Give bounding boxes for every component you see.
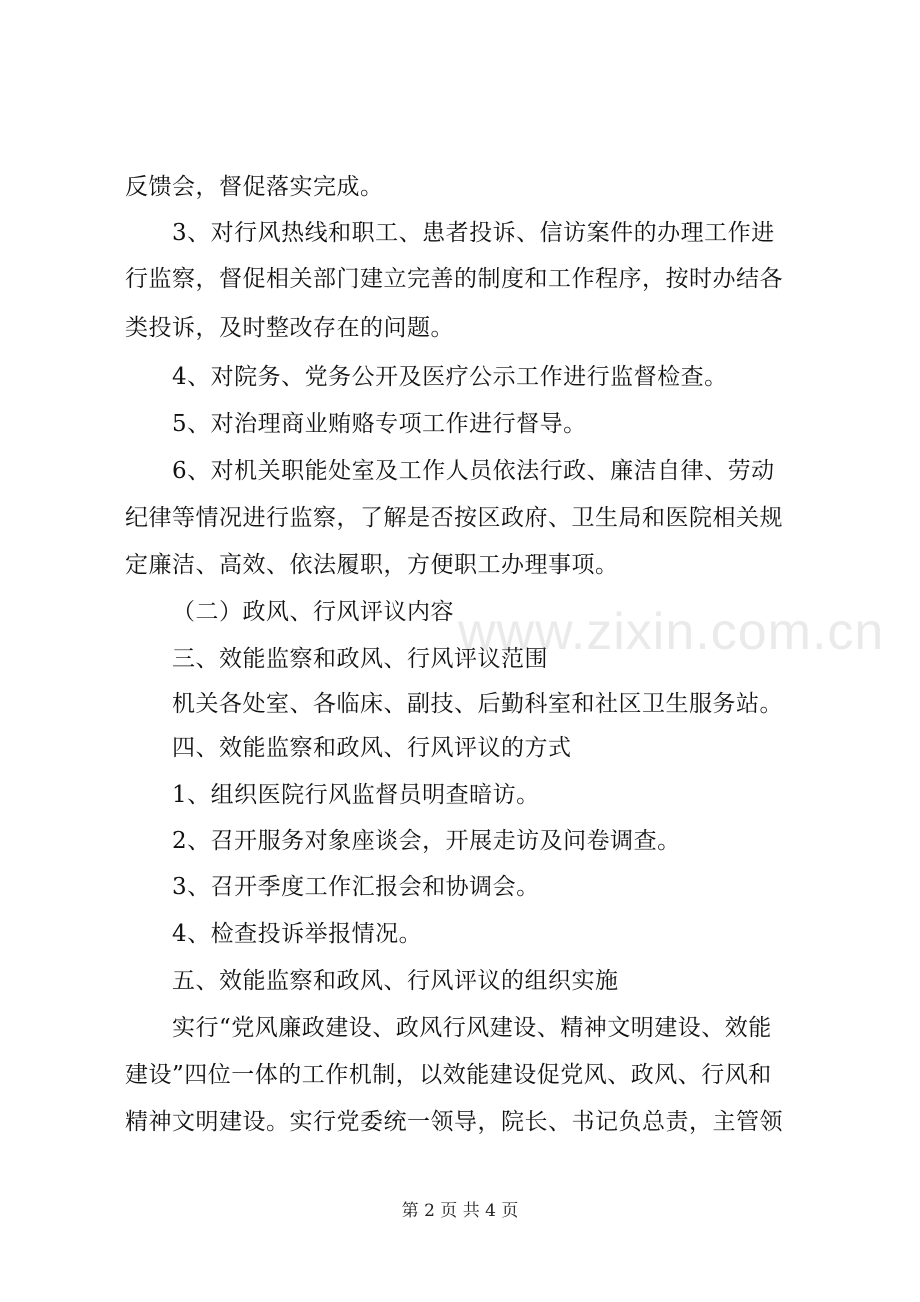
text-line-12: 机关各处室、各临床、副技、后勤科室和社区卫生服务站。 xyxy=(172,691,783,717)
text-line-14: 1、组织医院行风监督员明查暗访。 xyxy=(172,782,540,808)
text-line-8: 纪律等情况进行监察，了解是否按区政府、卫生局和医院相关规 xyxy=(125,505,783,531)
text-line-16: 3、召开季度工作汇报会和协调会。 xyxy=(172,874,540,900)
text-line-3: 行监察，督促相关部门建立完善的制度和工作程序，按时办结各 xyxy=(125,266,783,292)
text-line-19: 实行“党风廉政建设、政风行风建设、精神文明建设、效能 xyxy=(172,1015,772,1041)
text-line-1: 反馈会，督促落实完成。 xyxy=(125,174,384,200)
text-line-18: 五、效能监察和政风、行风评议的组织实施 xyxy=(172,968,619,994)
watermark: www.zixin.com.cn xyxy=(458,603,885,661)
text-line-9: 定廉洁、高效、依法履职，方便职工办理事项。 xyxy=(125,552,619,578)
text-line-6: 5、对治理商业贿赂专项工作进行督导。 xyxy=(172,411,587,437)
text-line-20: 建设”四位一体的工作机制，以效能建设促党风、政风、行风和 xyxy=(125,1062,772,1088)
text-line-11: 三、效能监察和政风、行风评议范围 xyxy=(172,646,548,672)
page-footer: 第 2 页 共 4 页 xyxy=(401,1201,519,1221)
text-line-7: 6、对机关职能处室及工作人员依法行政、廉洁自律、劳动 xyxy=(172,458,775,484)
text-line-13: 四、效能监察和政风、行风评议的方式 xyxy=(172,735,572,761)
text-line-2: 3、对行风热线和职工、患者投诉、信访案件的办理工作进 xyxy=(172,220,775,246)
text-line-10: （二）政风、行风评议内容 xyxy=(172,599,454,625)
text-line-15: 2、召开服务对象座谈会，开展走访及问卷调查。 xyxy=(172,828,681,854)
text-line-17: 4、检查投诉举报情况。 xyxy=(172,921,423,947)
text-line-5: 4、对院务、党务公开及医疗公示工作进行监督检查。 xyxy=(172,364,728,390)
text-line-4: 类投诉，及时整改存在的问题。 xyxy=(125,315,454,341)
text-line-21: 精神文明建设。实行党委统一领导，院长、书记负总责，主管领 xyxy=(125,1109,783,1135)
